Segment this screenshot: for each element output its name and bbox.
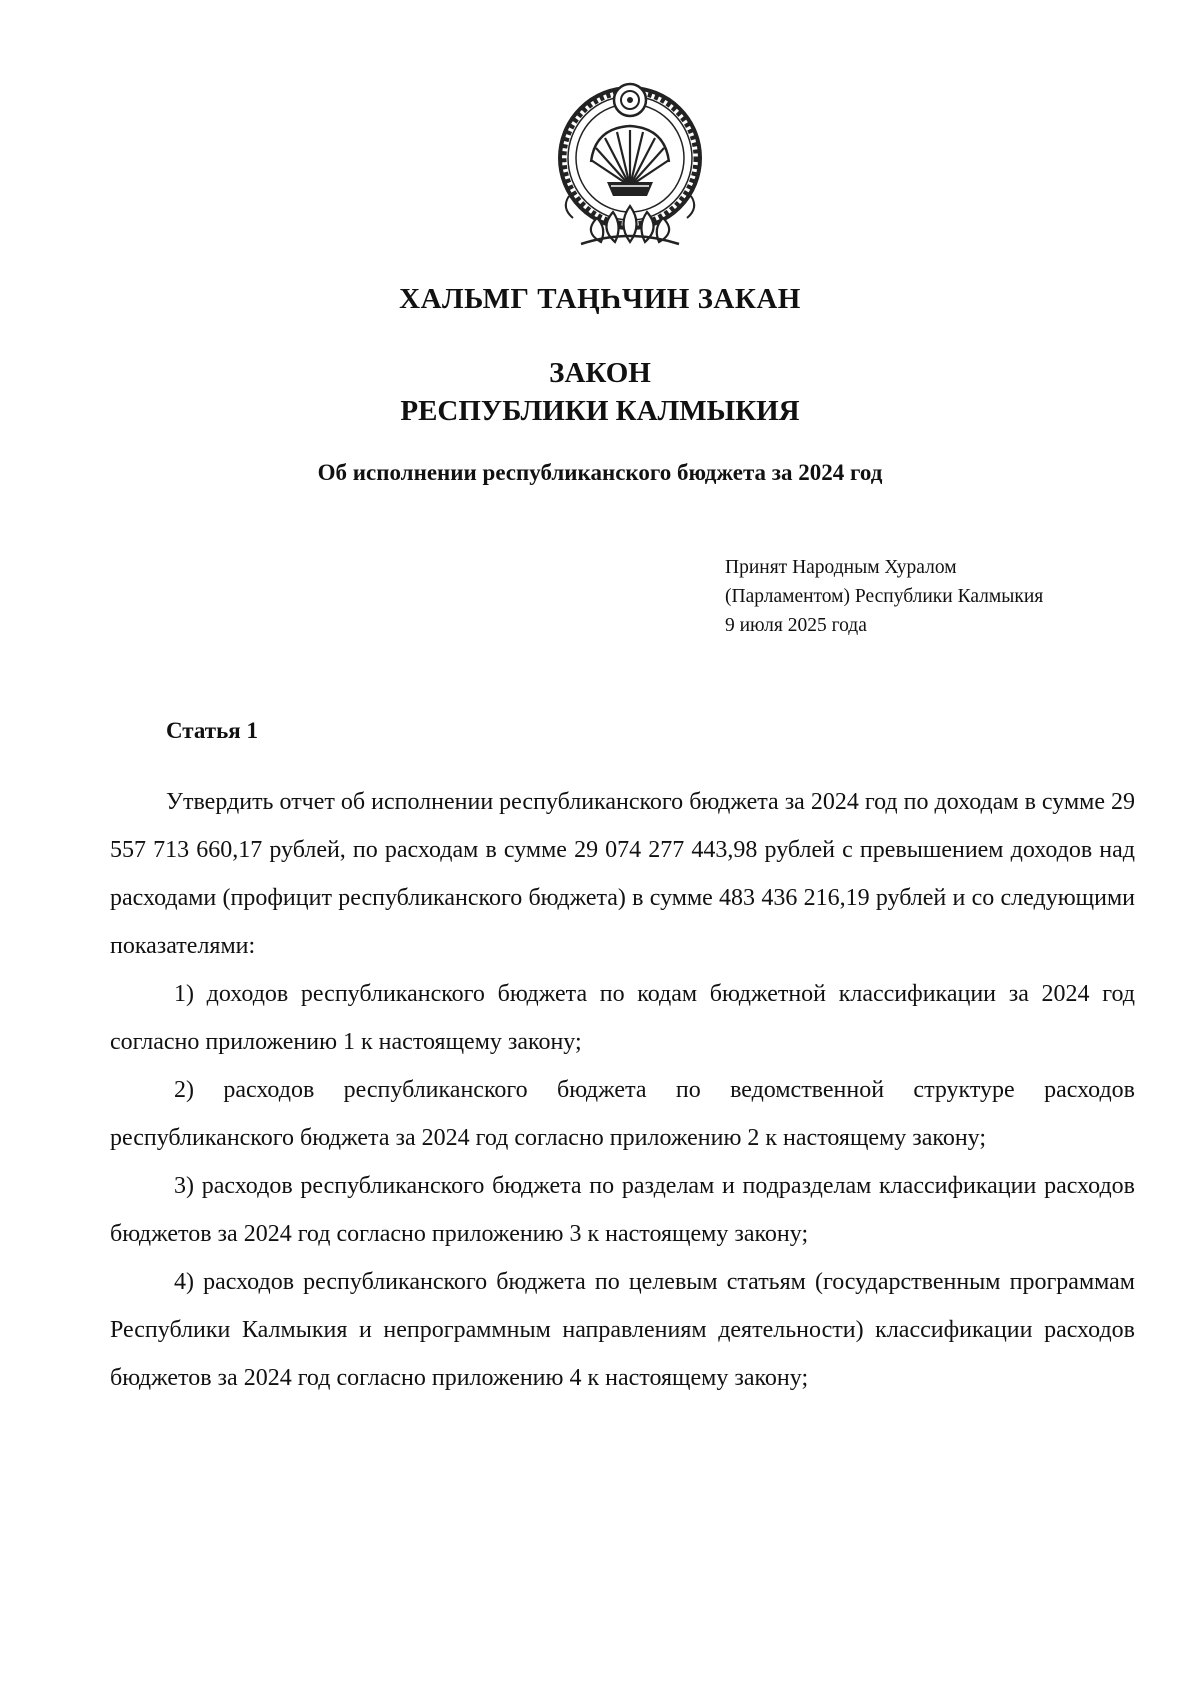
title-republic: РЕСПУБЛИКИ КАЛМЫКИЯ	[400, 395, 800, 427]
adoption-block	[725, 553, 1165, 640]
adoption-line-1: Принят Народным Хуралом	[725, 557, 957, 578]
list-item: 2) расходов республиканского бюджета по ведомственной структуре расходов республиканского бюджета за 2024 год согласно приложению 2 к настоящему закону;	[110, 1077, 1135, 1151]
title-kalmyk: ХАЛЬМГ ТАҢҺЧИН ЗАКАН	[399, 283, 801, 315]
adoption-date: 9 июля 2025 года	[725, 615, 867, 636]
article-title: Статья 1	[166, 718, 258, 743]
list-item: 3) расходов республиканского бюджета по разделам и подразделам классификации расходов бюджетов за 2024 год согласно приложению 3 к настоящему закону;	[110, 1173, 1135, 1247]
article-body	[110, 778, 1135, 1402]
document-subtitle: Об исполнении республиканского бюджета за 2024 год	[317, 460, 883, 485]
list-item: 1) доходов республиканского бюджета по кодам бюджетной классификации за 2024 год согласно приложению 1 к настоящему закону;	[110, 981, 1135, 1055]
list-item: 4) расходов республиканского бюджета по целевым статьям (государственным программам Республики Калмыкия и непрограммным направлениям деятельности) классификации расходов бюджетов за 2024 год согласно приложению 4 к настоящему закону;	[110, 1269, 1135, 1391]
adoption-line-2: (Парламентом) Республики Калмыкия	[725, 586, 1044, 607]
article-intro: Утвердить отчет об исполнении республиканского бюджета за 2024 год по доходам в сумме 29 557 713 660,17 рублей, по расходам в сумме 29 074 277 443,98 рублей с превышением доходов над расходами (профицит республиканского бюджета) в сумме 483 436 216,19 рублей и со следующими показателями:	[110, 789, 1135, 959]
title-law: ЗАКОН	[549, 357, 651, 389]
kalmykia-coat-of-arms-icon	[555, 78, 705, 253]
